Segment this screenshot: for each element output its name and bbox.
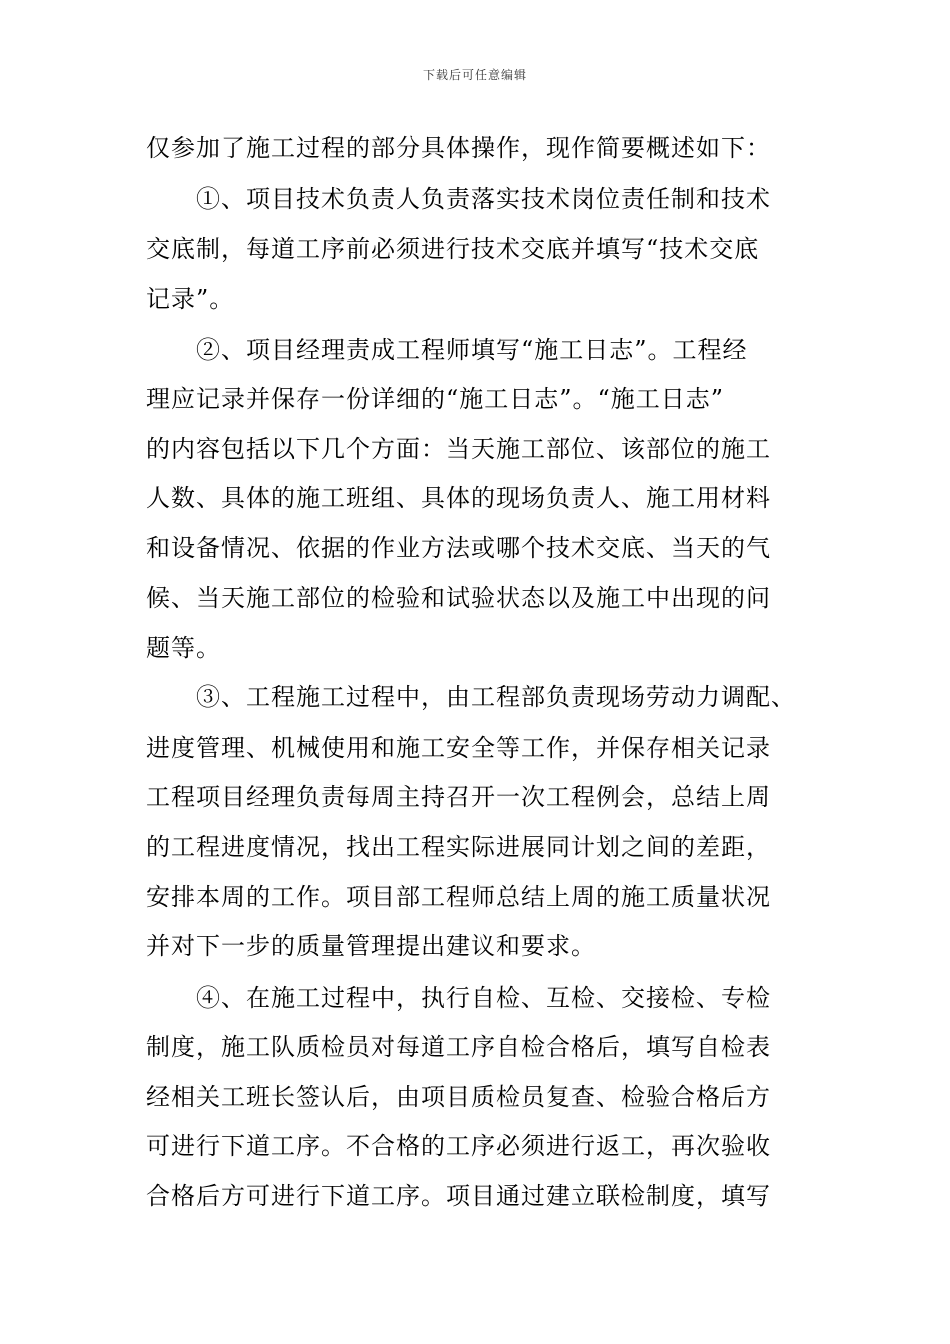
text-line: ①、项目技术负责人负责落实技术岗位责任制和技术 [146,185,771,213]
text-line: 题等。 [146,634,221,662]
text-line: 的内容包括以下几个方面：当天施工部位、该部位的施工 [146,435,771,463]
text-line: 候、当天施工部位的检验和试验状态以及施工中出现的问 [146,584,771,612]
text-line: 人数、具体的施工班组、具体的现场负责人、施工用材料 [146,484,771,512]
text-line: 和设备情况、依据的作业方法或哪个技术交底、当天的气 [146,534,771,562]
text-line: ②、项目经理责成工程师填写“施工日志”。工程经 [146,336,748,364]
text-line: 理应记录并保存一份详细的“施工日志”。“施工日志” [146,385,725,413]
text-line: 的工程进度情况，找出工程实际进展同计划之间的差距， [146,833,771,861]
text-line: 进度管理、机械使用和施工安全等工作，并保存相关记录 [146,734,771,762]
text-line: 并对下一步的质量管理提出建议和要求。 [146,932,596,960]
text-line: 安排本周的工作。项目部工程师总结上周的施工质量状况 [146,883,771,911]
page-header: 下载后可任意编辑 [422,68,527,82]
text-line: ④、在施工过程中，执行自检、互检、交接检、专检 [146,984,771,1012]
text-line: 经相关工班长签认后，由项目质检员复查、检验合格后方 [146,1083,771,1111]
text-line: 交底制，每道工序前必须进行技术交底并填写“技术交底 [146,235,760,263]
text-line: 记录”。 [146,285,235,313]
text-line: 可进行下道工序。不合格的工序必须进行返工，再次验收 [146,1132,771,1160]
text-line: 仅参加了施工过程的部分具体操作，现作简要概述如下： [146,134,771,162]
text-line: 合格后方可进行下道工序。项目通过建立联检制度，填写 [146,1182,771,1210]
text-line: 工程项目经理负责每周主持召开一次工程例会，总结上周 [146,783,771,811]
text-line: 制度，施工队质检员对每道工序自检合格后，填写自检表 [146,1033,771,1061]
text-line: ③、工程施工过程中，由工程部负责现场劳动力调配、 [146,683,796,711]
